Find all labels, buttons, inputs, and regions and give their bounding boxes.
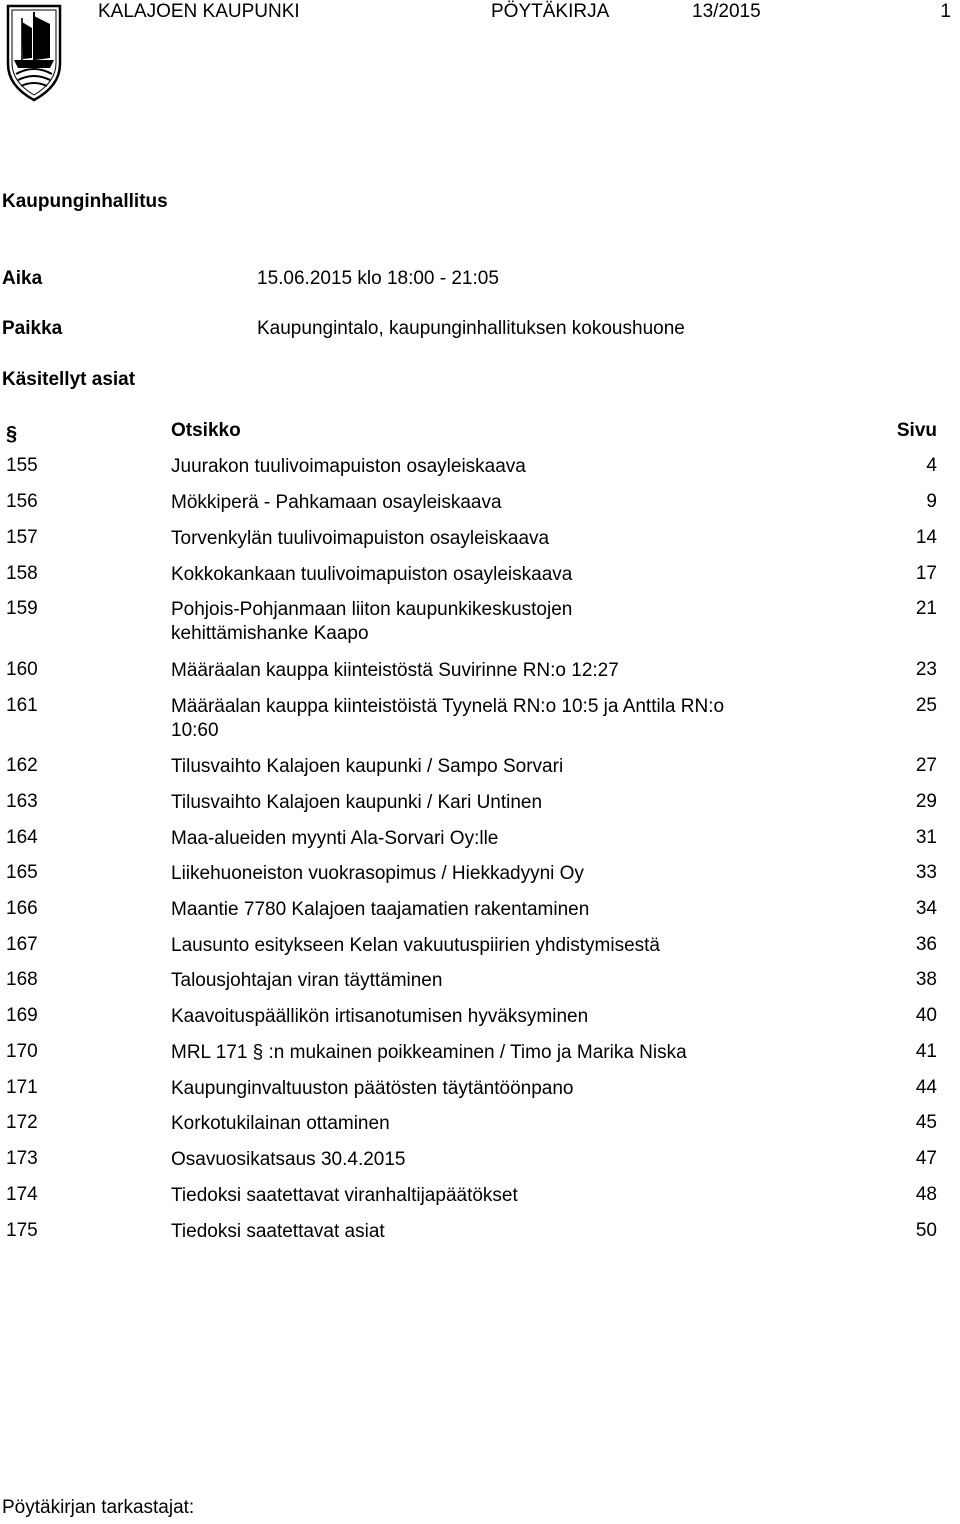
agenda-item-row (0, 598, 960, 644)
place-value: Kaupungintalo, kaupunginhallituksen kokoushuone (257, 318, 685, 339)
agenda-item-row (0, 695, 960, 741)
agenda-item-row (0, 1220, 960, 1244)
header-doc-number: 13/2015 (692, 1, 761, 22)
agenda-item-row (0, 455, 960, 479)
agenda-item-number: 165 (6, 862, 38, 883)
footer-label: Pöytäkirjan tarkastajat: (2, 1497, 195, 1518)
agenda-item-page: 47 (915, 1148, 937, 1169)
agenda-item-title: Tilusvaihto Kalajoen kaupunki / Sampo Sorvari (171, 756, 564, 777)
agenda-item-title: Kaavoituspäällikön irtisanotumisen hyväksyminen (171, 1006, 589, 1027)
agenda-item-row (0, 1112, 960, 1136)
body-name: Kaupunginhallitus (2, 191, 168, 212)
agenda-heading: Käsitellyt asiat (2, 369, 136, 390)
agenda-item-row (0, 491, 960, 515)
agenda-item-page: 21 (915, 598, 937, 619)
agenda-item-page: 23 (915, 659, 937, 680)
agenda-item-page: 38 (915, 969, 937, 990)
agenda-item-page: 29 (915, 791, 937, 812)
agenda-item-page: 41 (915, 1041, 937, 1062)
agenda-item-title: Korkotukilainan ottaminen (171, 1113, 390, 1134)
agenda-item-row (0, 1148, 960, 1172)
agenda-item-title: Tiedoksi saatettavat viranhaltijapäätökset (171, 1185, 518, 1206)
agenda-item-title: Liikehuoneiston vuokrasopimus / Hiekkadyyni Oy (171, 863, 584, 884)
agenda-item-number: 173 (6, 1148, 38, 1169)
agenda-item-number: 167 (6, 934, 38, 955)
agenda-item-number: 163 (6, 791, 38, 812)
agenda-item-number: 162 (6, 755, 38, 776)
agenda-item-title: Tiedoksi saatettavat asiat (171, 1221, 385, 1242)
agenda-item-page: 48 (915, 1184, 937, 1205)
agenda-item-number: 172 (6, 1112, 38, 1133)
agenda-item-number: 169 (6, 1005, 38, 1026)
agenda-item-row (0, 791, 960, 815)
agenda-item-page: 25 (915, 695, 937, 716)
agenda-item-title: Kokkokankaan tuulivoimapuiston osayleiskaava (171, 564, 573, 585)
agenda-item-page: 9 (926, 491, 937, 512)
agenda-item-number: 155 (6, 455, 38, 476)
agenda-item-title: Pohjois-Pohjanmaan liiton kaupunkikeskustojen kehittämishanke Kaapo (171, 599, 573, 644)
header-page-number: 1 (940, 1, 951, 22)
agenda-item-title: Määräalan kauppa kiinteistöistä Tyynelä RN:o 10:5 ja Anttila RN:o 10:60 (171, 696, 725, 741)
agenda-item-title: Juurakon tuulivoimapuiston osayleiskaava (171, 456, 526, 477)
agenda-item-row (0, 1184, 960, 1208)
agenda-item-number: 158 (6, 563, 38, 584)
time-value: 15.06.2015 klo 18:00 - 21:05 (257, 268, 499, 289)
agenda-item-page: 34 (915, 898, 937, 919)
agenda-item-title: Maa-alueiden myynti Ala-Sorvari Oy:lle (171, 828, 499, 849)
agenda-item-page: 36 (915, 934, 937, 955)
agenda-item-page: 40 (915, 1005, 937, 1026)
agenda-item-row (0, 862, 960, 886)
time-label: Aika (2, 268, 43, 289)
agenda-item-number: 156 (6, 491, 38, 512)
agenda-item-number: 171 (6, 1077, 38, 1098)
agenda-item-title: Kaupunginvaltuuston päätösten täytäntöönpano (171, 1078, 574, 1099)
agenda-item-title: Osavuosikatsaus 30.4.2015 (171, 1149, 406, 1170)
agenda-item-page: 44 (915, 1077, 937, 1098)
agenda-item-title: Lausunto esitykseen Kelan vakuutuspiirien yhdistymisestä (171, 935, 660, 956)
agenda-item-row (0, 969, 960, 993)
agenda-item-number: 170 (6, 1041, 38, 1062)
agenda-item-number: 159 (6, 598, 38, 619)
agenda-item-page: 50 (915, 1220, 937, 1241)
agenda-item-number: 157 (6, 527, 38, 548)
agenda-item-row (0, 1041, 960, 1065)
agenda-item-row (0, 1005, 960, 1029)
agenda-item-page: 17 (915, 563, 937, 584)
agenda-item-page: 45 (915, 1112, 937, 1133)
place-label: Paikka (2, 318, 63, 339)
agenda-item-row (0, 659, 960, 683)
agenda-item-number: 168 (6, 969, 38, 990)
agenda-item-row (0, 934, 960, 958)
agenda-item-page: 4 (926, 455, 937, 476)
agenda-item-title: Mökkiperä - Pahkamaan osayleiskaava (171, 492, 502, 513)
agenda-item-page: 14 (915, 527, 937, 548)
svg-text:§: § (6, 423, 18, 445)
agenda-item-page: 27 (915, 755, 937, 776)
agenda-item-page: 33 (915, 862, 937, 883)
agenda-item-number: 166 (6, 898, 38, 919)
header-municipality: KALAJOEN KAUPUNKI (98, 1, 300, 22)
agenda-item-number: 160 (6, 659, 38, 680)
agenda-item-number: 175 (6, 1220, 38, 1241)
agenda-item-title: MRL 171 § :n mukainen poikkeaminen / Timo ja Marika Niska (171, 1042, 687, 1063)
agenda-item-title: Määräalan kauppa kiinteistöstä Suvirinne RN:o 12:27 (171, 660, 619, 681)
header-doc-type: PÖYTÄKIRJA (491, 1, 610, 22)
agenda-item-row (0, 898, 960, 922)
column-header-title: Otsikko (171, 420, 241, 441)
agenda-item-number: 174 (6, 1184, 38, 1205)
agenda-item-title: Torvenkylän tuulivoimapuiston osayleiskaava (171, 528, 550, 549)
agenda-item-title: Maantie 7780 Kalajoen taajamatien rakentaminen (171, 899, 590, 920)
agenda-item-number: 161 (6, 695, 38, 716)
agenda-item-row (0, 527, 960, 551)
agenda-item-row (0, 755, 960, 779)
column-header-page: Sivu (896, 420, 937, 441)
agenda-item-row (0, 563, 960, 587)
agenda-item-row (0, 1077, 960, 1101)
agenda-item-row (0, 827, 960, 851)
agenda-item-title: Tilusvaihto Kalajoen kaupunki / Kari Untinen (171, 792, 543, 813)
agenda-item-title: Talousjohtajan viran täyttäminen (171, 970, 443, 991)
agenda-item-number: 164 (6, 827, 38, 848)
agenda-item-page: 31 (915, 827, 937, 848)
